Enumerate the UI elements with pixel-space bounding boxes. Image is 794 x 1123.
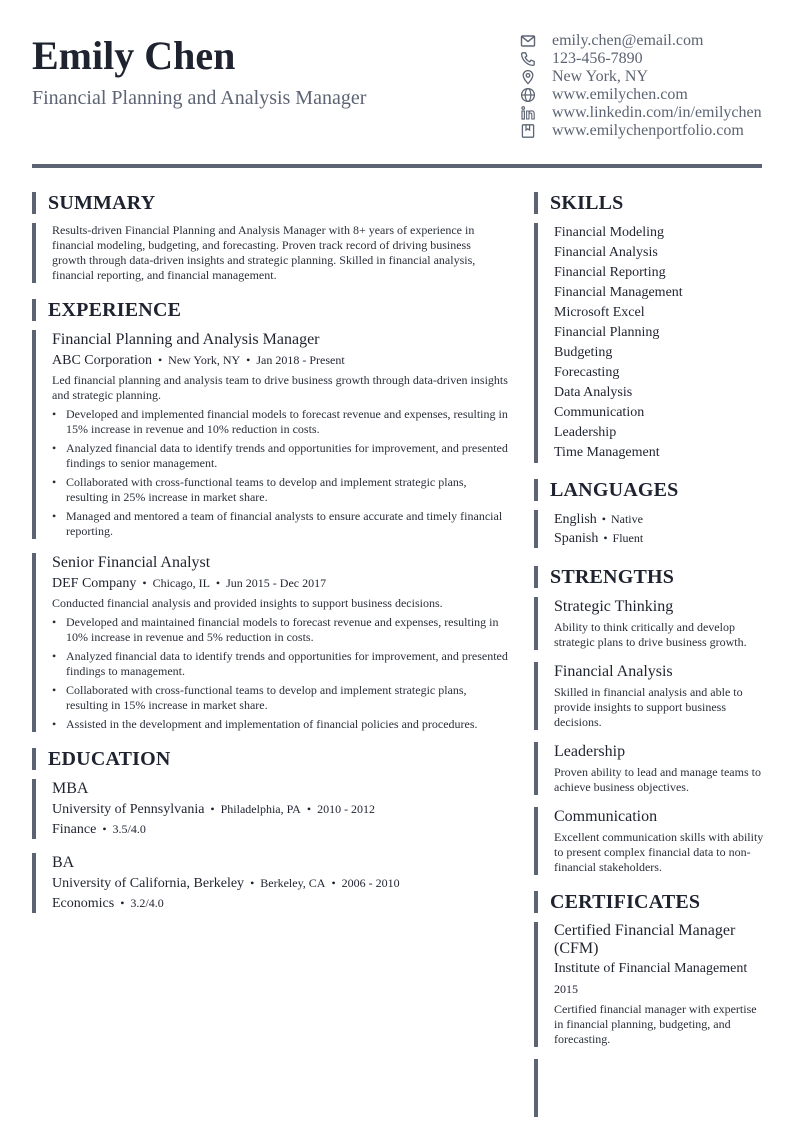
job-company: ABC Corporation — [52, 353, 152, 368]
education-heading: EDUCATION — [32, 748, 510, 770]
job-bullet: • Collaborated with cross-functional teams to develop and implement strategic plans, resulting in 15% increase in market share. — [52, 683, 510, 713]
job-dates: Jan 2018 - Present — [256, 353, 345, 367]
job-meta: DEF Company • Chicago, IL • Jun 2015 - Dec 2017 — [52, 576, 327, 591]
summary-section — [32, 223, 510, 283]
job-company: DEF Company — [52, 576, 137, 591]
contact-location — [519, 68, 762, 86]
contact-email[interactable] — [519, 32, 762, 50]
strength-title: Leadership — [554, 743, 626, 760]
job-meta: ABC Corporation • New York, NY • Jan 2018 - Present — [52, 353, 345, 368]
job-bullet: • Collaborated with cross-functional teams to develop and implement strategic plans, resulting in 25% increase in market share. — [52, 475, 510, 505]
location-icon — [519, 68, 537, 86]
gpa: 3.5/4.0 — [112, 822, 146, 836]
job-description: Conducted financial analysis and provided insights to support business decisions. — [52, 596, 443, 610]
languages-list — [534, 510, 764, 548]
skill-item: Microsoft Excel — [554, 305, 645, 320]
contact-list — [519, 32, 762, 140]
skills-heading: SKILLS — [534, 192, 764, 214]
job-bullets — [52, 615, 510, 732]
school: University of Pennsylvania — [52, 802, 205, 817]
degree: BA — [52, 854, 75, 871]
job-title: Financial Planning and Analysis Manager — [52, 331, 320, 348]
field-of-study: Finance — [52, 822, 97, 837]
strength-item — [534, 742, 764, 795]
skill-item: Time Management — [554, 445, 660, 460]
skill-item: Financial Planning — [554, 325, 660, 340]
job-location: Chicago, IL — [152, 576, 210, 590]
strength-item — [534, 807, 764, 875]
job-bullet: • Managed and mentored a team of financial analysts to ensure accurate and timely financial reporting. — [52, 509, 510, 539]
phone-icon — [519, 50, 537, 68]
certificate-year: 2015 — [554, 982, 578, 996]
contact-email-text[interactable]: emily.chen@email.com — [552, 32, 704, 49]
education-item — [32, 853, 510, 913]
school: University of California, Berkeley — [52, 876, 245, 891]
education-meta: University of Pennsylvania • Philadelphia, PA • 2010 - 2012 — [52, 802, 376, 817]
contact-portfolio-text[interactable]: www.emilychenportfolio.com — [552, 122, 744, 139]
experience-item — [32, 553, 510, 732]
strength-description: Ability to think critically and develop strategic plans to drive business growth. — [554, 620, 747, 649]
school-location: Philadelphia, PA — [220, 802, 301, 816]
job-bullet: • Developed and maintained financial models to forecast revenue and expenses, resulting in 10% increase in revenue and 5% reduction in costs. — [52, 615, 510, 645]
school-years: 2010 - 2012 — [317, 802, 376, 816]
job-bullets — [52, 407, 510, 539]
left-column — [32, 192, 510, 913]
skills-list — [534, 223, 764, 463]
portfolio-icon — [519, 122, 537, 140]
language-level: Fluent — [612, 531, 644, 545]
strength-title: Strategic Thinking — [554, 598, 674, 615]
job-bullet: • Analyzed financial data to identify trends and opportunities for improvement, and presented findings to senior management. — [52, 441, 510, 471]
school-location: Berkeley, CA — [260, 876, 326, 890]
candidate-name: Emily Chen — [32, 33, 236, 78]
certificate-issuer: Institute of Financial Management — [554, 961, 748, 976]
contact-location-text: New York, NY — [552, 68, 649, 85]
strength-item — [534, 597, 764, 650]
education-meta: University of California, Berkeley • Berkeley, CA • 2006 - 2010 — [52, 876, 400, 891]
strengths-heading: STRENGTHS — [534, 566, 764, 588]
strength-description: Skilled in financial analysis and able to provide insights to support business decisions. — [554, 685, 743, 729]
contact-phone[interactable] — [519, 50, 762, 68]
job-bullet: • Assisted in the development and implementation of financial policies and procedures. — [52, 717, 510, 732]
skill-item: Financial Modeling — [554, 225, 665, 240]
summary-text: Results-driven Financial Planning and Analysis Manager with 8+ years of experience in financial modeling, budgeting, and forecasting. Proven track record of driving business growth through data-driven insights and strategic planning. Skilled in financial analysis, financial reporting, and financial management. — [52, 223, 476, 282]
right-column — [534, 192, 764, 1117]
skill-item: Financial Reporting — [554, 265, 666, 280]
strength-title: Financial Analysis — [554, 663, 673, 680]
education-field-row: Finance • 3.5/4.0 — [52, 822, 146, 837]
language-level: Native — [610, 512, 643, 526]
gpa: 3.2/4.0 — [130, 896, 164, 910]
certificate-description: Certified financial manager with expertise in financial planning, budgeting, and forecasting. — [554, 1002, 757, 1046]
degree: MBA — [52, 780, 89, 797]
education-item — [32, 779, 510, 839]
language-name: Spanish — [554, 531, 599, 546]
strength-item — [534, 662, 764, 730]
certificates-heading: CERTIFICATES — [534, 891, 764, 913]
language-name: English — [554, 512, 597, 527]
contact-phone-text[interactable]: 123-456-7890 — [552, 50, 643, 67]
mail-icon — [519, 32, 537, 50]
school-years: 2006 - 2010 — [341, 876, 400, 890]
skill-item: Communication — [554, 405, 645, 420]
field-of-study: Economics — [52, 896, 115, 911]
certificate-item — [534, 922, 764, 1047]
skill-item: Financial Management — [554, 285, 683, 300]
strength-description: Proven ability to lead and manage teams to achieve business objectives. — [554, 765, 761, 794]
contact-website[interactable] — [519, 86, 762, 104]
summary-heading: SUMMARY — [32, 192, 510, 214]
languages-heading: LANGUAGES — [534, 479, 764, 501]
experience-item — [32, 330, 510, 539]
skill-item: Forecasting — [554, 365, 620, 380]
candidate-role: Financial Planning and Analysis Manager — [32, 87, 367, 109]
skill-item: Data Analysis — [554, 385, 633, 400]
contact-linkedin[interactable] — [519, 104, 762, 122]
contact-linkedin-text[interactable]: www.linkedin.com/in/emilychen — [552, 104, 762, 121]
contact-portfolio[interactable] — [519, 122, 762, 140]
job-location: New York, NY — [168, 353, 241, 367]
skill-item: Financial Analysis — [554, 245, 658, 260]
experience-heading: EXPERIENCE — [32, 299, 510, 321]
contact-website-text[interactable]: www.emilychen.com — [552, 86, 688, 103]
empty-section-bar — [534, 1059, 764, 1117]
skill-item: Budgeting — [554, 345, 613, 360]
skill-item: Leadership — [554, 425, 617, 440]
education-field-row: Economics • 3.2/4.0 — [52, 896, 164, 911]
globe-icon — [519, 86, 537, 104]
job-bullet: • Analyzed financial data to identify trends and opportunities for improvement, and presented findings to management. — [52, 649, 510, 679]
strength-description: Excellent communication skills with ability to present complex financial data to non-financial stakeholders. — [554, 830, 764, 874]
strength-title: Communication — [554, 808, 658, 825]
certificate-title: Certified Financial Manager (CFM) — [554, 922, 736, 957]
language-item: English • Native — [554, 512, 643, 527]
header-divider — [32, 164, 762, 168]
job-description: Led financial planning and analysis team to drive business growth through data-driven insights and strategic planning. — [52, 373, 508, 402]
job-dates: Jun 2015 - Dec 2017 — [226, 576, 327, 590]
linkedin-icon — [519, 104, 537, 122]
language-item: Spanish • Fluent — [554, 531, 644, 546]
job-bullet: • Developed and implemented financial models to forecast revenue and expenses, resulting in 15% increase in revenue and 10% reduction in costs. — [52, 407, 510, 437]
job-title: Senior Financial Analyst — [52, 554, 211, 571]
